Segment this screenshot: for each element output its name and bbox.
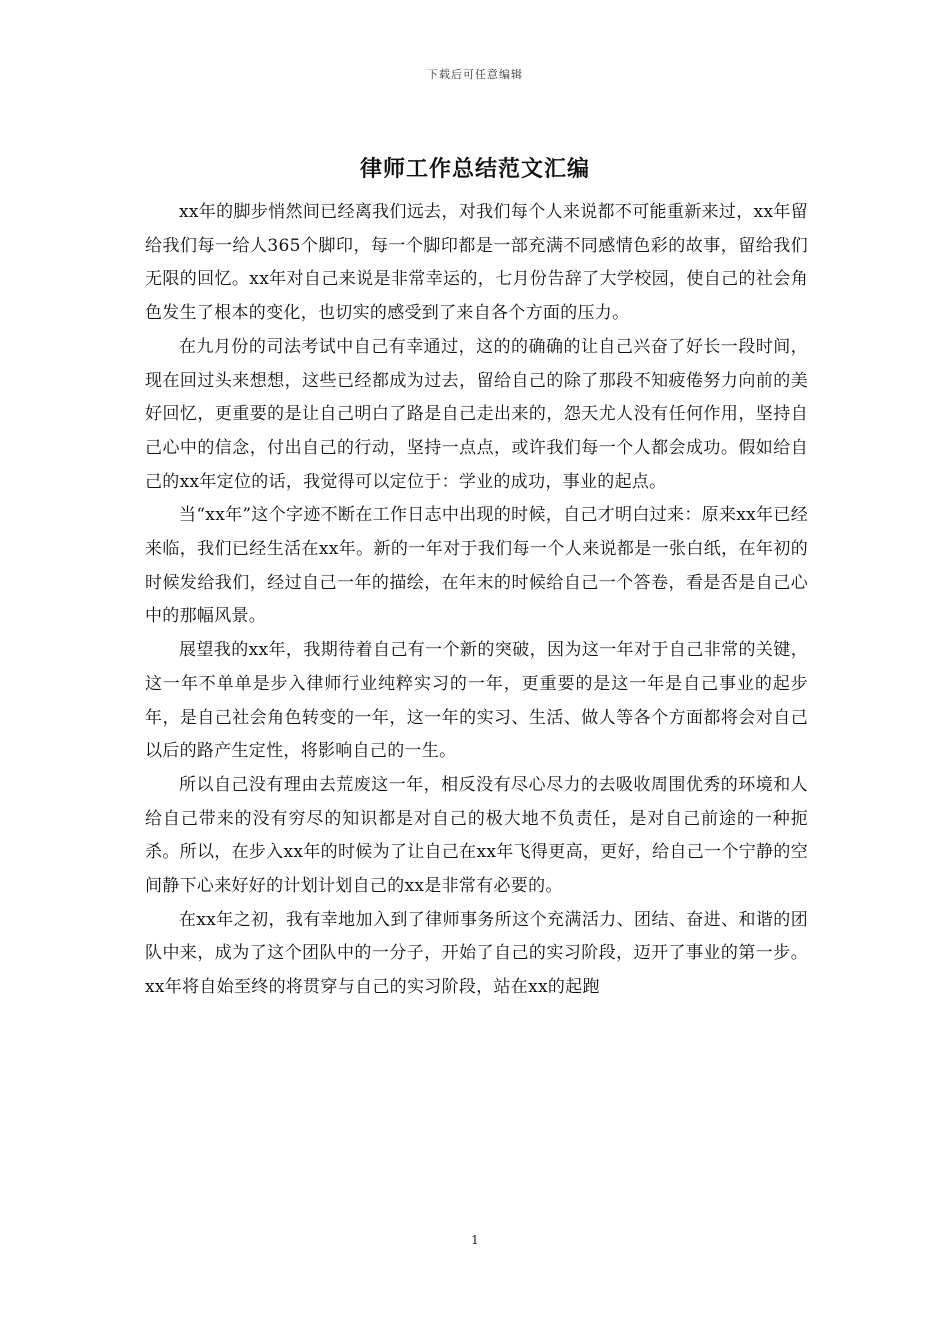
paragraph-6: 在xx年之初，我有幸地加入到了律师事务所这个充满活力、团结、奋进、和谐的团队中来，成为了这个团队中的一分子，开始了自己的实习阶段，迈开了事业的第一步。xx年将自始至终的将贯穿与自己的实习阶段，站在xx的起跑	[145, 909, 808, 998]
paragraph-3: 当“xx年”这个字迹不断在工作日志中出现的时候，自己才明白过来：原来xx年已经来临，我们已经生活在xx年。新的一年对于我们每一个人来说都是一张白纸，在年初的时候发给我们，经过自己一年的描绘，在年末的时候给自己一个答卷，看是否是自己心中的那幅风景。	[145, 505, 808, 627]
page-number: 1	[471, 1233, 479, 1247]
document-body	[145, 196, 808, 1005]
document-title: 律师工作总结范文汇编	[359, 157, 590, 182]
paragraph-5: 所以自己没有理由去荒废这一年，相反没有尽心尽力的去吸收周围优秀的环境和人给自己带来的没有穷尽的知识都是对自己的极大地不负责任，是对自己前途的一种扼杀。所以，在步入xx年的时候为了让自己在xx年飞得更高，更好，给自己一个宁静的空间静下心来好好的计划计划自己的xx是非常有必要的。	[145, 774, 808, 897]
paragraph-4: 展望我的xx年，我期待着自己有一个新的突破，因为这一年对于自己非常的关键，这一年不单单是步入律师行业纯粹实习的一年，更重要的是这一年是自己事业的起步年，是自己社会角色转变的一年，这一年的实习、生活、做人等各个方面都将会对自己以后的路产生定性，将影响自己的一生。	[145, 640, 808, 762]
paragraph-2: 在九月份的司法考试中自己有幸通过，这的的确确的让自己兴奋了好长一段时间，现在回过头来想想，这些已经都成为过去，留给自己的除了那段不知疲倦努力向前的美好回忆，更重要的是让自己明白了路是自己走出来的，怨天尤人没有任何作用，坚持自己心中的信念，付出自己的行动，坚持一点点，或许我们每一个人都会成功。假如给自己的xx年定位的话，我觉得可以定位于：学业的成功，事业的起点。	[145, 336, 808, 492]
header-note: 下载后可任意编辑	[427, 68, 523, 81]
paragraph-1: xx年的脚步悄然间已经离我们远去，对我们每个人来说都不可能重新来过，xx年留给我们每一给人365个脚印，每一个脚印都是一部充满不同感情色彩的故事，留给我们无限的回忆。xx年对自己来说是非常幸运的，七月份告辞了大学校园，使自己的社会角色发生了根本的变化，也切实的感受到了来自各个方面的压力。	[145, 202, 808, 324]
